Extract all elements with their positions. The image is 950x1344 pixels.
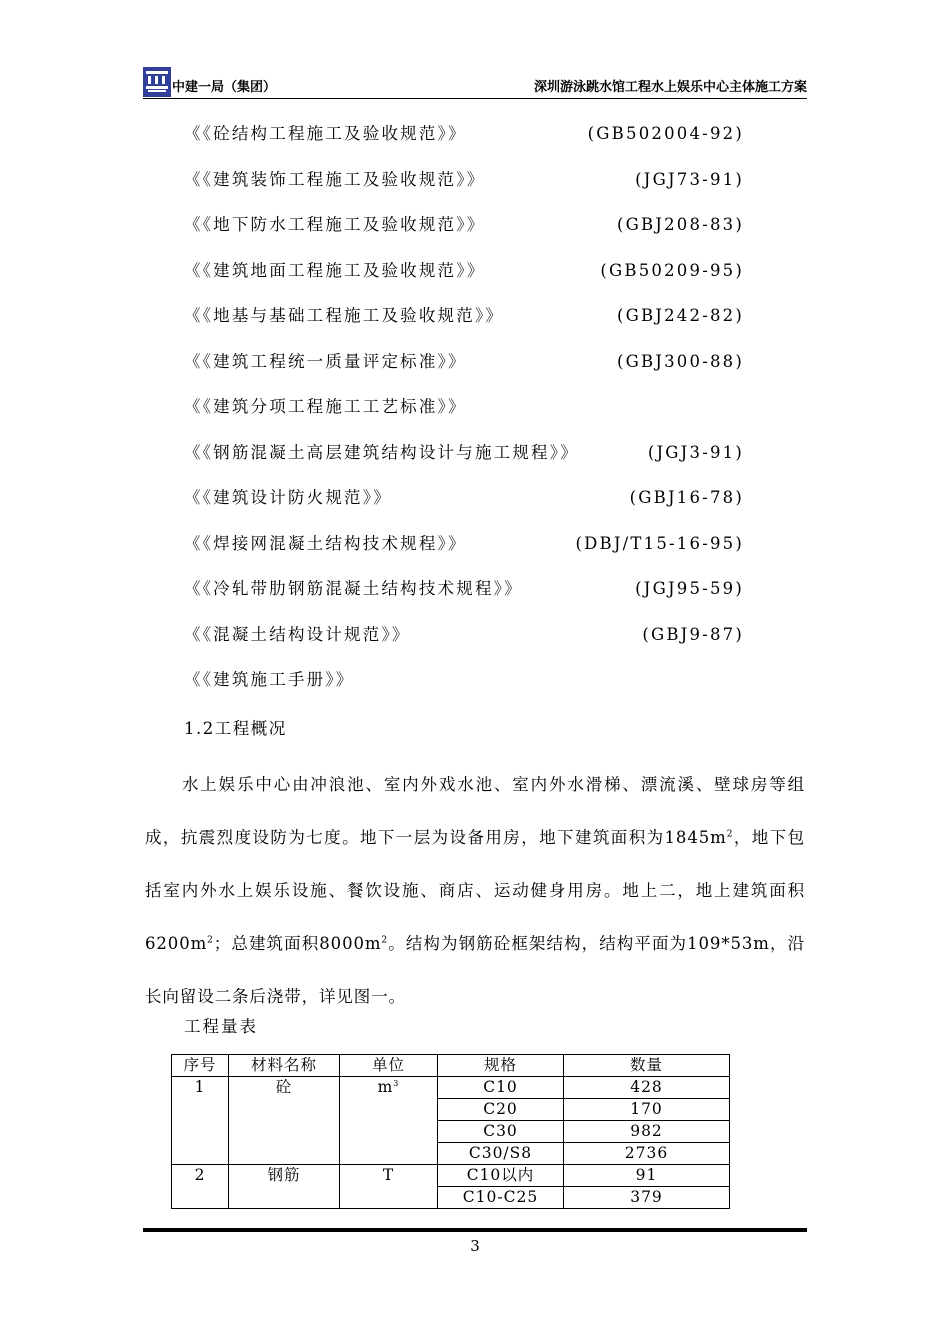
unit: T xyxy=(340,1165,438,1209)
spec: C30 xyxy=(438,1121,564,1143)
quantity: 982 xyxy=(564,1121,730,1143)
material-name: 钢筋 xyxy=(229,1165,340,1209)
quantity: 379 xyxy=(564,1187,730,1209)
standard-item: 《《建筑分项工程施工工艺标准》》 xyxy=(184,397,467,416)
table-header-row xyxy=(172,1055,730,1077)
header-cell: 规格 xyxy=(438,1055,564,1077)
header-doc-title: 深圳游泳跳水馆工程水上娱乐中心主体施工方案 xyxy=(533,80,807,95)
table-row xyxy=(172,1077,730,1099)
standard-item: 《《建筑施工手册》》 xyxy=(184,670,355,689)
quantity: 2736 xyxy=(564,1143,730,1165)
standard-item: 《《冷轧带肋钢筋混凝土结构技术规程》》 (JGJ95-59) xyxy=(184,579,744,598)
header-rule xyxy=(143,98,807,99)
quantity: 91 xyxy=(564,1165,730,1187)
table-row xyxy=(172,1165,730,1187)
company-logo xyxy=(143,67,171,97)
standard-item: 《《焊接网混凝土结构技术规程》》 (DBJ/T15-16-95) xyxy=(184,534,744,553)
page-number: 3 xyxy=(470,1237,480,1255)
header-cell: 材料名称 xyxy=(229,1055,340,1077)
standard-item: 《《建筑工程统一质量评定标准》》 (GBJ300-88) xyxy=(184,352,744,371)
project-overview-paragraph: 水上娱乐中心由冲浪池、室内外戏水池、室内外水滑梯、漂流溪、壁球房等组成，抗震烈度设防为七度。地下一层为设备用房，地下建筑面积为$1845m^2$，地下包括室内外水上娱乐设施、餐饮设施、商店、运动健身用房。地上二，地上建筑面积$6200m^2$；总建筑面积$8000m^2$。结构为钢筋砼框架结构，结构平面为109*53m，沿长向留设二条后浇带，详见图一。 xyxy=(145,775,805,1006)
header-cell: 序号 xyxy=(172,1055,229,1077)
quantity-table xyxy=(171,1054,730,1209)
footer-rule xyxy=(143,1228,807,1232)
table-title: 工程量表 xyxy=(184,1017,258,1036)
spec: C20 xyxy=(438,1099,564,1121)
standard-item: 《《地下防水工程施工及验收规范》》 (GBJ208-83) xyxy=(184,215,744,234)
standard-item: 《《砼结构工程施工及验收规范》》 (GB502004-92) xyxy=(184,124,744,143)
standard-item: 《《混凝土结构设计规范》》 (GBJ9-87) xyxy=(184,625,744,644)
standard-item: 《《建筑装饰工程施工及验收规范》》 (JGJ73-91) xyxy=(184,170,744,189)
spec: C10 xyxy=(438,1077,564,1099)
spec: C30/S8 xyxy=(438,1143,564,1165)
quantity: 428 xyxy=(564,1077,730,1099)
spec: C10-C25 xyxy=(438,1187,564,1209)
spec: C10以内 xyxy=(438,1165,564,1187)
standard-item: 《《地基与基础工程施工及验收规范》》 (GBJ242-82) xyxy=(184,306,744,325)
material-name: 砼 xyxy=(229,1077,340,1165)
standard-item: 《《建筑地面工程施工及验收规范》》 (GB50209-95) xyxy=(184,261,744,280)
header-cell: 数量 xyxy=(564,1055,730,1077)
standard-item: 《《钢筋混凝土高层建筑结构设计与施工规程》》 (JGJ3-91) xyxy=(184,443,744,462)
header-company: 中建一局（集团） xyxy=(172,80,277,95)
row-number: 1 xyxy=(172,1077,229,1165)
section-heading: 1.2工程概况 xyxy=(184,719,287,738)
row-number: 2 xyxy=(172,1165,229,1209)
unit: $m^3$ xyxy=(340,1077,438,1165)
header-cell: 单位 xyxy=(340,1055,438,1077)
quantity: 170 xyxy=(564,1099,730,1121)
standard-item: 《《建筑设计防火规范》》 (GBJ16-78) xyxy=(184,488,744,507)
